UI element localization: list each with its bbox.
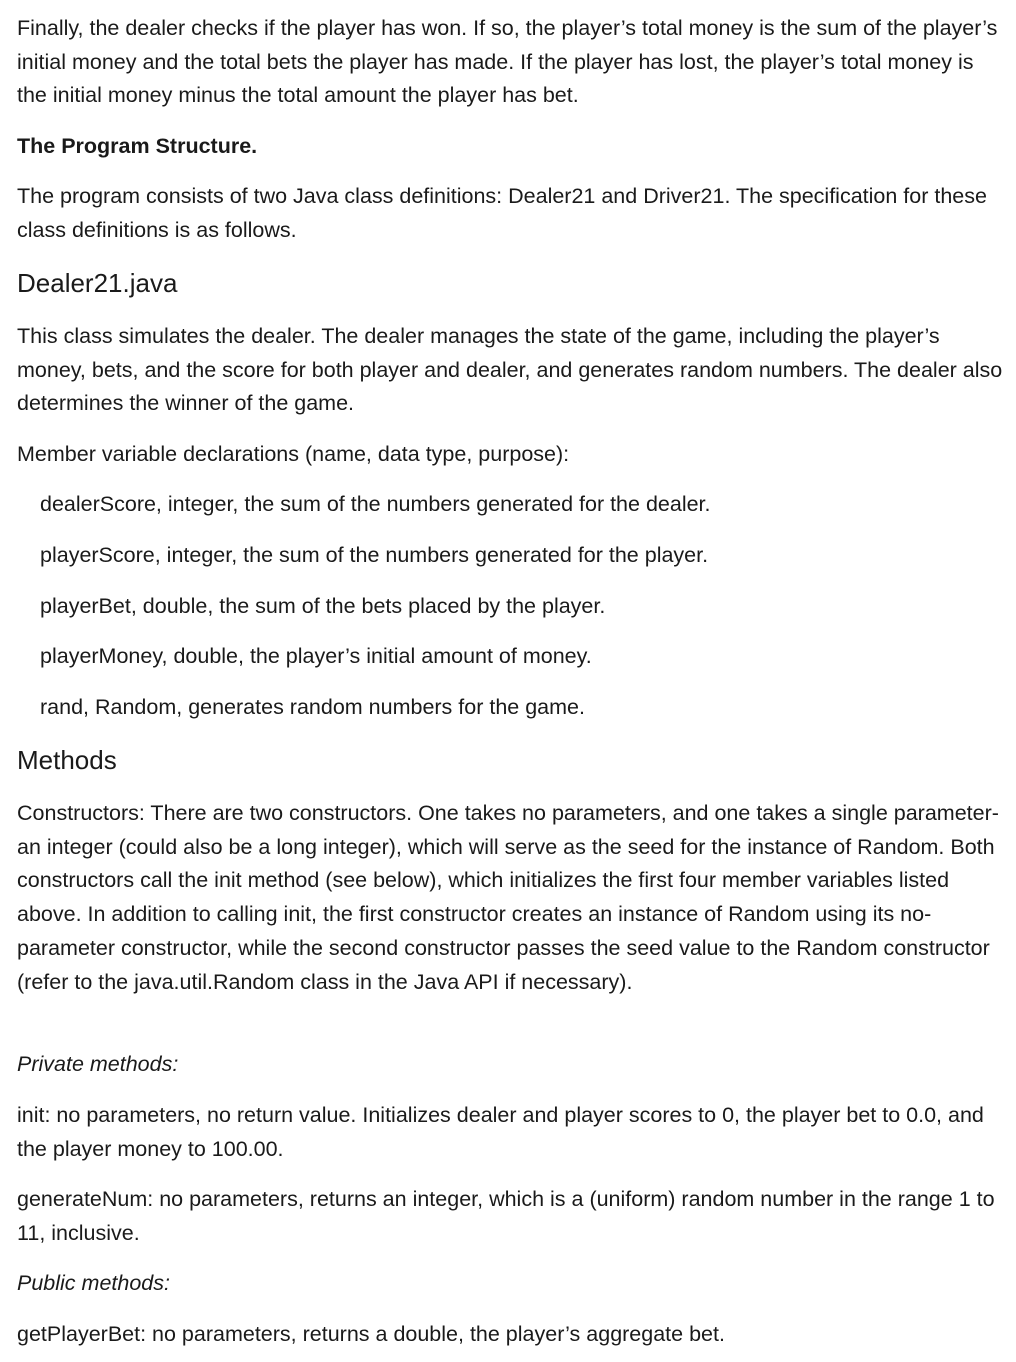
constructors-paragraph: Constructors: There are two constructors. One takes no parameters, and one takes a single parameter- an integer (could also be a long integer), which will serve as the seed for the instance of Random. Both constructors call the init method (see below), which initializes the first four member variables listed above. In addition to calling init, the first constructor creates an instance of Random using its no-parameter constructor, while the second constructor passes the seed value to the Random constructor (refer to the java.util.Random class in the Java API if necessary). [17,801,999,994]
member-var-item: dealerScore, integer, the sum of the numbers generated for the dealer. [40,492,711,516]
private-methods-heading: Private methods: [17,1052,179,1076]
dealer-section-heading: Dealer21.java [17,268,178,298]
member-var-item: playerMoney, double, the player’s initial amount of money. [40,644,592,668]
init-method-paragraph: init: no parameters, no return value. Initializes dealer and player scores to 0, the player bet to 0.0, and the player money to 100.00. [17,1103,984,1161]
generate-num-method-paragraph: generateNum: no parameters, returns an integer, which is a (uniform) random number in the range 1 to 11, inclusive. [17,1187,995,1245]
intro-paragraph: Finally, the dealer checks if the player has won. If so, the player’s total money is the sum of the player’s initial money and the total bets the player has made. If the player has lost, the player’s total money is the initial money minus the total amount the player has bet. [17,16,998,108]
public-methods-heading: Public methods: [17,1271,170,1295]
program-structure-heading: The Program Structure. [17,134,258,158]
dealer-description-paragraph: This class simulates the dealer. The dealer manages the state of the game, including the player’s money, bets, and the score for both player and dealer, and generates random numbers. The dealer also determines the winner of the game. [17,324,1003,416]
get-player-bet-method-paragraph: getPlayerBet: no parameters, returns a double, the player’s aggregate bet. [17,1322,725,1346]
member-var-item: playerBet, double, the sum of the bets placed by the player. [40,594,606,618]
member-vars-intro: Member variable declarations (name, data type, purpose): [17,442,570,466]
member-var-item: rand, Random, generates random numbers for the game. [40,695,585,719]
member-var-item: playerScore, integer, the sum of the numbers generated for the player. [40,543,709,567]
methods-heading: Methods [17,745,117,775]
program-structure-paragraph: The program consists of two Java class definitions: Dealer21 and Driver21. The specification for these class definitions is as follows. [17,184,987,242]
